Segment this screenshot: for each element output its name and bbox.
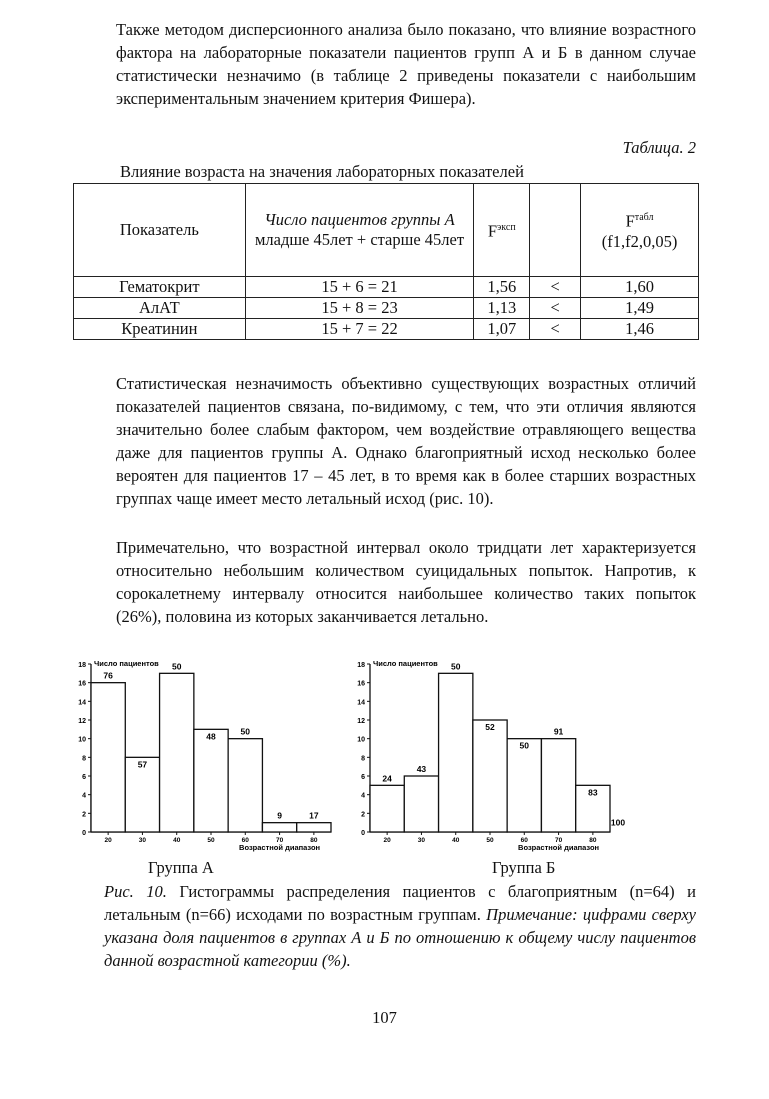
header-f-table-args: (f1,f2,0,05) <box>601 231 678 251</box>
histogram-bar <box>473 720 507 832</box>
cell-name: АлАТ <box>74 298 246 319</box>
bar-value-label: 50 <box>171 661 182 672</box>
table-row <box>74 277 699 298</box>
figure-caption-prefix: Рис. 10. <box>104 882 167 901</box>
header-patients-plain: младше 45лет + старше 45лет <box>254 230 465 249</box>
cell-f-exp: 1,56 <box>474 277 530 298</box>
bar-value-label: 50 <box>450 661 461 672</box>
figure-caption <box>104 880 696 972</box>
x-tick-label: 30 <box>417 837 426 844</box>
header-patients-italic: Число пациентов группы А <box>264 210 455 229</box>
x-tick-label: 40 <box>452 837 460 844</box>
header-indicator: Показатель <box>74 184 246 277</box>
bar-value-label: 50 <box>240 726 251 737</box>
y-tick-label: 4 <box>361 792 365 800</box>
bar-value-label: 91 <box>553 726 564 737</box>
y-tick-label: 0 <box>82 830 86 837</box>
x-tick-label: 60 <box>241 837 249 844</box>
bar-value-label: 57 <box>137 759 148 770</box>
bar-value-label: 9 <box>277 810 282 821</box>
y-tick-label: 12 <box>78 718 86 725</box>
y-tick-label: 0 <box>361 830 365 837</box>
x-tick-label: 80 <box>589 837 597 844</box>
cell-name: Гематокрит <box>74 277 246 298</box>
bar-value-label: 43 <box>416 764 427 774</box>
y-tick-label: 2 <box>361 811 365 819</box>
histogram-bar <box>91 683 125 832</box>
x-axis-label: Возрастной диапазон <box>239 843 321 852</box>
x-tick-label: 20 <box>104 837 112 844</box>
histogram-bar <box>507 739 541 832</box>
cell-count: 15 + 7 = 22 <box>245 319 474 340</box>
y-tick-label: 18 <box>78 662 86 669</box>
histogram-bar <box>404 776 438 832</box>
cell-count: 15 + 6 = 21 <box>245 277 474 298</box>
table-row <box>74 319 699 340</box>
histogram-bar <box>160 673 194 832</box>
x-tick-label: 50 <box>207 837 215 844</box>
x-tick-label: 30 <box>138 837 147 844</box>
group-b-label: Группа Б <box>492 858 556 877</box>
y-tick-label: 10 <box>357 736 365 744</box>
header-patients <box>245 184 474 277</box>
header-f-table-sup: табл <box>634 212 654 224</box>
y-tick-label: 8 <box>361 755 365 763</box>
header-f-table <box>581 184 699 277</box>
table-number-label: Таблица. 2 <box>622 138 696 157</box>
y-tick-label: 10 <box>78 736 86 744</box>
header-f-exp-sup: эксп <box>497 222 516 234</box>
cell-sign: < <box>530 298 581 319</box>
x-tick-label: 40 <box>173 837 181 844</box>
y-tick-label: 6 <box>82 774 86 781</box>
histogram-bar <box>541 739 575 832</box>
x-tick-label: 80 <box>310 837 318 844</box>
x-axis-label: Возрастной диапазон <box>518 843 600 852</box>
table-header-row <box>74 184 699 277</box>
body-paragraph-3: Примечательно, что возрастной интервал около тридцати лет характеризуется относительно небольшим количеством суицидальных попыток. Напротив, к сорокалетнему интервалу относится наибольшее количество таких попыток (26%), половина из которых заканчивается летально. <box>116 538 696 626</box>
bar-value-label: 83 <box>588 787 598 798</box>
cell-f-exp: 1,13 <box>474 298 530 319</box>
lab-indicators-table <box>73 183 699 340</box>
y-tick-label: 8 <box>82 755 86 763</box>
cell-count: 15 + 8 = 23 <box>245 298 474 319</box>
bar-value-label: 17 <box>309 810 319 821</box>
y-tick-label: 2 <box>82 811 86 819</box>
y-tick-label: 16 <box>357 680 365 688</box>
header-f-table-letter: F <box>625 211 635 231</box>
histogram-bar <box>262 823 296 832</box>
header-sign <box>530 184 581 277</box>
bar-value-label: 24 <box>382 773 392 784</box>
x-tick-label: 50 <box>486 837 494 844</box>
y-tick-label: 12 <box>357 718 365 725</box>
cell-sign: < <box>530 277 581 298</box>
x-tick-label: 70 <box>275 837 284 844</box>
table-caption: Влияние возраста на значения лабораторных показателей <box>120 162 524 181</box>
cell-name: Креатинин <box>74 319 246 340</box>
figure-caption-text: Гистограммы распределения пациентов с благоприятным (n=64) и летальным (n=66) исходами по возрастным группам. <box>104 882 697 924</box>
histogram-group-b <box>355 640 625 860</box>
header-f-exp <box>474 184 530 277</box>
intro-paragraph: Также методом дисперсионного анализа было показано, что влияние возрастного фактора на лабораторные показатели пациентов групп А и Б в данном случае статистически незначимо (в таблице 2 приведены показатели с наибольшим экспериментальным значением критерия Фишера). <box>116 20 696 108</box>
y-tick-label: 14 <box>357 699 365 707</box>
group-a-label: Группа А <box>148 858 214 877</box>
cell-f-table: 1,49 <box>581 298 699 319</box>
cell-f-exp: 1,07 <box>474 319 530 340</box>
y-tick-label: 6 <box>361 774 365 781</box>
cell-sign: < <box>530 319 581 340</box>
bar-value-label: 52 <box>485 722 495 732</box>
cell-f-table: 1,46 <box>581 319 699 340</box>
histogram-bar <box>297 823 331 832</box>
body-paragraph-2: Статистическая незначимость объективно существующих возрастных отличий показателей пациентов связана, по-видимому, с тем, что эти отличия являются значительно более слабым фактором, чем воздействие отравляющего вещества даже для пациентов группы А. Однако благоприятный исход несколько более вероятен для пациентов 17 – 45 лет, в то время как в более старших возрастных группах чаще имеет место летальный исход (рис. 10). <box>116 374 696 508</box>
table-row <box>74 298 699 319</box>
histogram-group-a <box>76 640 346 860</box>
cell-f-table: 1,60 <box>581 277 699 298</box>
y-axis-label: Число пациентов <box>373 659 438 668</box>
histogram-bar <box>228 739 262 832</box>
x-tick-label: 70 <box>554 837 563 844</box>
y-tick-label: 16 <box>78 680 86 688</box>
y-tick-label: 4 <box>82 792 86 800</box>
y-tick-label: 14 <box>78 699 86 707</box>
histogram-bar <box>194 729 228 832</box>
y-axis-label: Число пациентов <box>94 659 159 668</box>
histogram-bar <box>370 785 404 832</box>
x-tick-label: 60 <box>520 837 528 844</box>
bar-value-label: 50 <box>519 740 530 751</box>
bar-value-label: 76 <box>103 670 113 681</box>
header-f-exp-letter: F <box>487 221 497 241</box>
y-tick-label: 18 <box>357 662 365 669</box>
bar-value-label: 100 <box>610 817 625 828</box>
bar-value-label: 48 <box>206 731 216 742</box>
x-tick-label: 20 <box>383 837 391 844</box>
histogram-bar <box>439 673 473 832</box>
page-number: 107 <box>372 1008 397 1027</box>
figure-caption-note: Примечание: цифрами сверху указана доля пациентов в группах А и Б по отношению к общему числу пациентов данной возрастной категории (%). <box>104 905 696 970</box>
